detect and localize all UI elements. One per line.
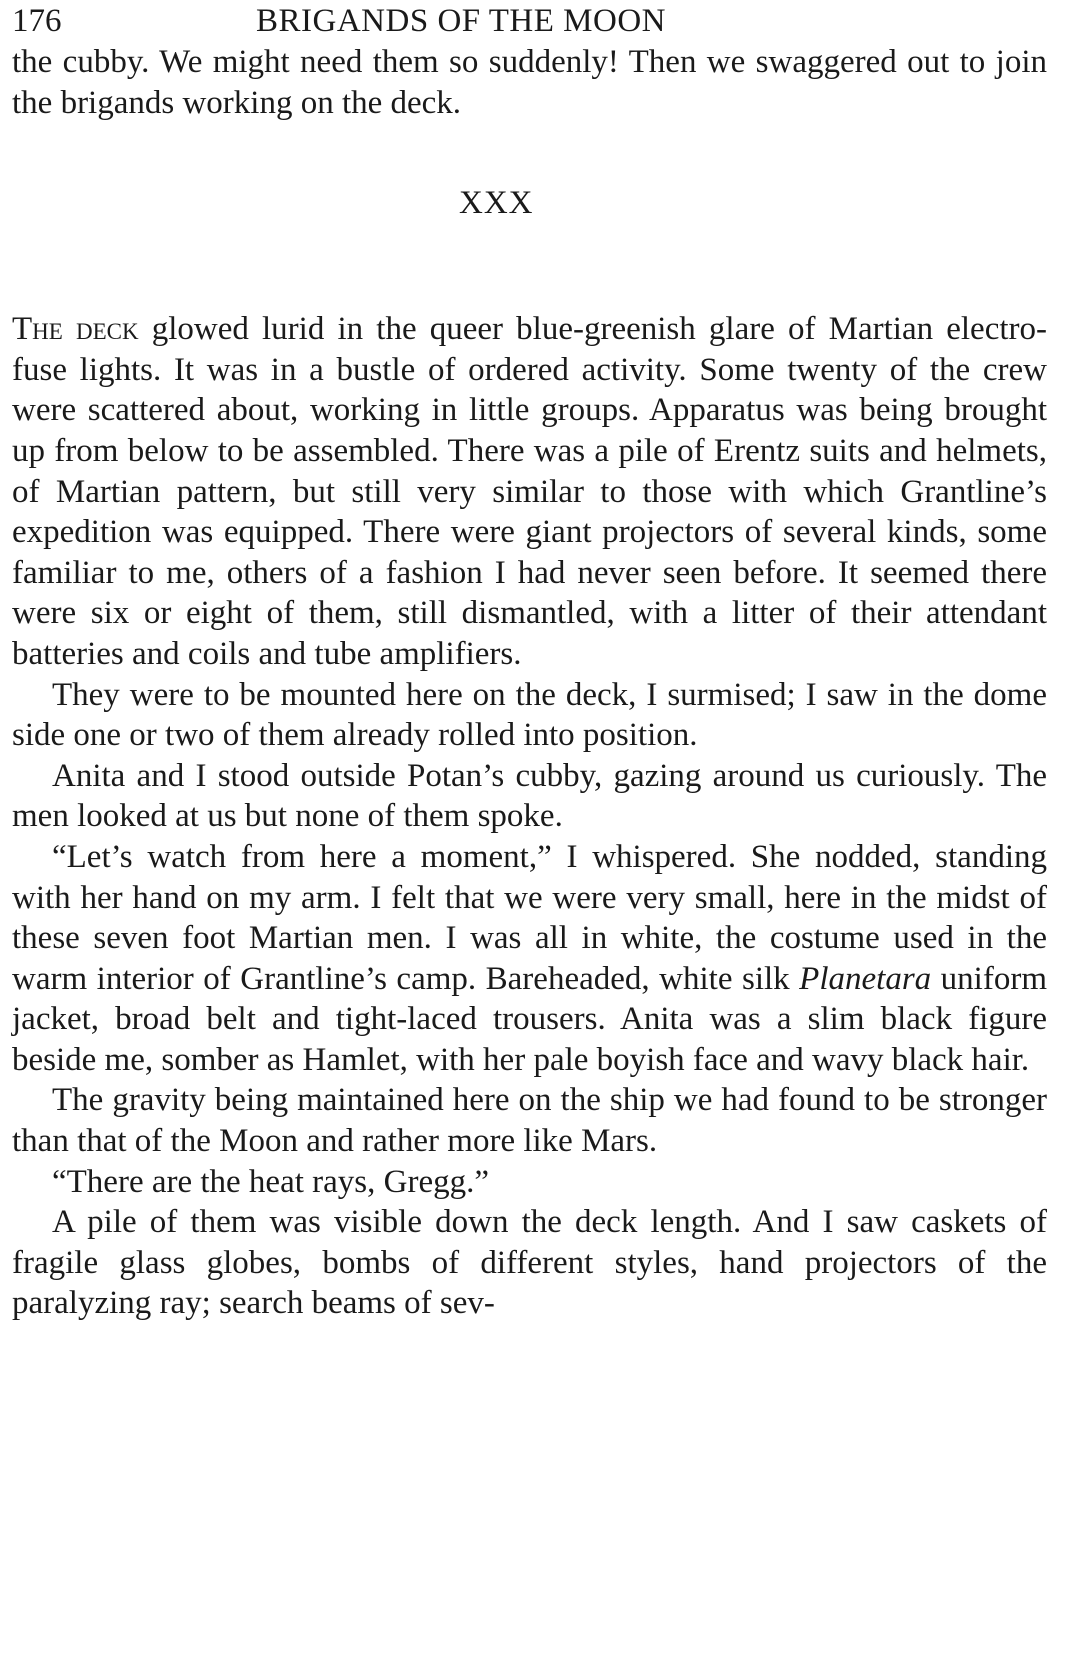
chapter-number: XXX [459, 185, 534, 222]
carryover-text [12, 42, 1047, 123]
paragraph-1 [12, 309, 1047, 674]
paragraph-1-lead: The deck [12, 311, 139, 348]
ship-name: Planetara [799, 960, 932, 997]
paragraph-3: Anita and I stood outside Potan’s cubby, gazing around us curiously. The men looked at us but none of them spoke. [12, 757, 1047, 835]
paragraph-5: The gravity being maintained here on the ship we had found to be stronger than that of the Moon and rather more like Mars. [12, 1082, 1047, 1160]
paragraph-4-text-a: “Let’s watch from here a moment,” I whispered. She nodded, standing with her hand on my arm. I felt that we were very small, here in the midst of these seven foot Martian men. I was all in white, the costume used in the warm interior of Grantline’s camp. Bareheaded, white silk [12, 838, 1047, 997]
carryover-paragraph: the cubby. We might need them so suddenly! Then we swaggered out to join the brigands working on the deck. [12, 44, 1047, 121]
paragraph-7: A pile of them was visible down the deck length. And I saw caskets of fragile glass globes, bombs of different styles, hand projectors of the paralyzing ray; search beams of sev- [12, 1204, 1047, 1322]
chapter-body [12, 309, 1047, 1324]
page-number: 176 [12, 3, 62, 39]
book-title: BRIGANDS OF THE MOON [256, 3, 667, 39]
book-page [12, 0, 1047, 1324]
paragraph-2: They were to be mounted here on the deck, I surmised; I saw in the dome side one or two of them already rolled into position. [12, 676, 1047, 754]
chapter-heading [12, 123, 1047, 309]
paragraph-4-text-b: uniform jacket, broad belt and tight-laced trousers. Anita was a slim black figure beside me, somber as Hamlet, with her pale boyish face and wavy black hair. [12, 960, 1047, 1078]
paragraph-4 [12, 837, 1047, 1081]
paragraph-6: “There are the heat rays, Gregg.” [52, 1163, 489, 1200]
paragraph-1-text: glowed lurid in the queer blue-greenish glare of Martian electro-fuse lights. It was in a bustle of ordered activity. Some twenty of the crew were scattered about, working in little groups. Apparatus was being brought up from below to be assembled. There was a pile of Erentz suits and helmets, of Martian pattern, but still very similar to those with which Grantline’s expedition was equipped. There were giant projectors of several kinds, some familiar to me, others of a fashion I had never seen before. It seemed there were six or eight of them, still dismantled, with a litter of their attendant batteries and coils and tube amplifiers. [12, 311, 1047, 672]
running-head [12, 0, 1047, 42]
